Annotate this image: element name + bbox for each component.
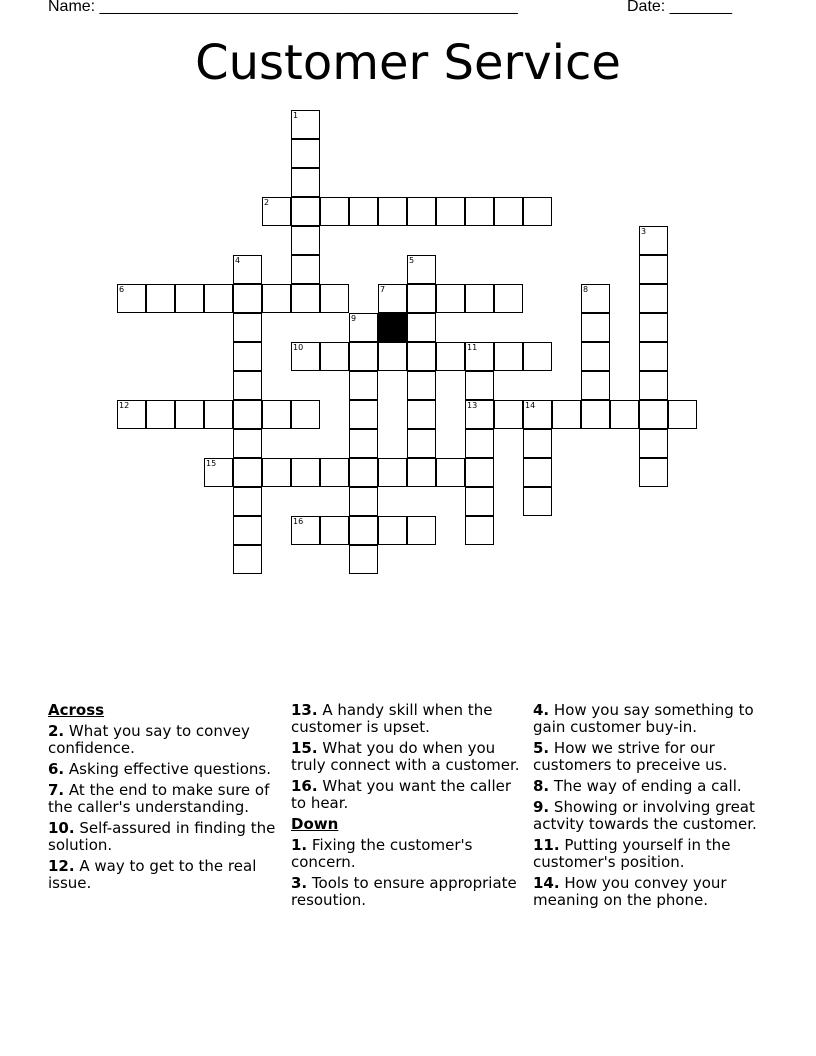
grid-cell[interactable]: [436, 197, 465, 226]
grid-cell[interactable]: [523, 458, 552, 487]
clue-item: [291, 837, 523, 871]
grid-cell[interactable]: [378, 342, 407, 371]
clue-text: How you convey your meaning on the phone.: [533, 874, 727, 909]
clue-number: 4.: [533, 701, 550, 719]
clue-number: 11.: [533, 836, 560, 854]
grid-cell[interactable]: [407, 313, 436, 342]
grid-cell[interactable]: [407, 516, 436, 545]
clue-number: 7.: [48, 781, 65, 799]
clue-column-1: [48, 702, 280, 896]
clue-number: 13.: [291, 701, 318, 719]
clue-text: What you want the caller to hear.: [291, 777, 512, 812]
grid-cell[interactable]: [233, 313, 262, 342]
clue-text: Showing or involving great actvity towards the customer.: [533, 798, 757, 833]
clue-item: [291, 702, 523, 736]
grid-cell[interactable]: [668, 400, 697, 429]
grid-cell[interactable]: [581, 400, 610, 429]
grid-cell[interactable]: [494, 284, 523, 313]
grid-cell[interactable]: [523, 342, 552, 371]
cell-number: 4: [235, 256, 241, 265]
grid-cell[interactable]: [117, 284, 146, 313]
clue-number: 5.: [533, 739, 550, 757]
clue-text: How you say something to gain customer buy-in.: [533, 701, 754, 736]
grid-cell[interactable]: [581, 284, 610, 313]
grid-cell[interactable]: [407, 342, 436, 371]
clue-number: 1.: [291, 836, 308, 854]
grid-cell[interactable]: [639, 255, 668, 284]
grid-cell[interactable]: [204, 458, 233, 487]
grid-cell[interactable]: [639, 429, 668, 458]
grid-cell[interactable]: [465, 197, 494, 226]
clue-item: [48, 723, 280, 757]
grid-cell[interactable]: [233, 429, 262, 458]
cell-number: 1: [293, 111, 299, 120]
grid-cell[interactable]: [436, 342, 465, 371]
cell-number: 15: [206, 459, 217, 468]
grid-cell[interactable]: [523, 429, 552, 458]
grid-cell[interactable]: [262, 400, 291, 429]
grid-cell[interactable]: [349, 516, 378, 545]
grid-cell[interactable]: [407, 255, 436, 284]
grid-cell[interactable]: [407, 458, 436, 487]
grid-cell[interactable]: [349, 371, 378, 400]
clue-item: [291, 740, 523, 774]
grid-cell[interactable]: [291, 197, 320, 226]
clue-item: [48, 820, 280, 854]
grid-cell[interactable]: [436, 284, 465, 313]
cell-number: 16: [293, 517, 304, 526]
clue-text: Tools to ensure appropriate resoution.: [291, 874, 517, 909]
grid-cell[interactable]: [407, 429, 436, 458]
cell-number: 5: [409, 256, 415, 265]
grid-cell[interactable]: [552, 400, 581, 429]
clue-number: 10.: [48, 819, 75, 837]
clue-item: [48, 782, 280, 816]
grid-cell[interactable]: [233, 284, 262, 313]
cell-number: 10: [293, 343, 304, 352]
clue-item: [48, 761, 280, 778]
grid-cell[interactable]: [378, 197, 407, 226]
clue-item: [48, 858, 280, 892]
grid-cell[interactable]: [320, 197, 349, 226]
grid-cell[interactable]: [407, 284, 436, 313]
grid-cell[interactable]: [349, 545, 378, 574]
grid-cell[interactable]: [320, 284, 349, 313]
grid-cell[interactable]: [349, 400, 378, 429]
clue-item: [533, 702, 765, 736]
clue-number: 16.: [291, 777, 318, 795]
clue-number: 3.: [291, 874, 308, 892]
grid-cell[interactable]: [610, 400, 639, 429]
grid-cell[interactable]: [378, 516, 407, 545]
grid-cell[interactable]: [465, 284, 494, 313]
clue-text: Fixing the customer's concern.: [291, 836, 473, 871]
grid-cell[interactable]: [523, 400, 552, 429]
grid-cell[interactable]: [494, 400, 523, 429]
grid-cell[interactable]: [407, 371, 436, 400]
section-heading-across: Across: [48, 701, 105, 719]
grid-cell[interactable]: [465, 487, 494, 516]
clue-text: Putting yourself in the customer's position.: [533, 836, 731, 871]
grid-cell[interactable]: [407, 400, 436, 429]
grid-cell[interactable]: [291, 342, 320, 371]
grid-cell[interactable]: [291, 139, 320, 168]
section-heading-down: Down: [291, 815, 339, 833]
grid-cell[interactable]: [320, 458, 349, 487]
grid-cell[interactable]: [465, 429, 494, 458]
cell-number: 8: [583, 285, 589, 294]
clue-item: [291, 778, 523, 812]
grid-cell[interactable]: [349, 197, 378, 226]
grid-cell[interactable]: [262, 284, 291, 313]
grid-cell[interactable]: [146, 284, 175, 313]
grid-cell[interactable]: [494, 342, 523, 371]
grid-cell[interactable]: [465, 458, 494, 487]
grid-cell[interactable]: [581, 342, 610, 371]
grid-cell[interactable]: [523, 487, 552, 516]
grid-cell[interactable]: [175, 400, 204, 429]
grid-cell[interactable]: [639, 226, 668, 255]
cell-number: 2: [264, 198, 270, 207]
grid-block: [378, 313, 407, 342]
grid-cell[interactable]: [233, 400, 262, 429]
clue-number: 15.: [291, 739, 318, 757]
clue-number: 12.: [48, 857, 75, 875]
clue-text: What you do when you truly connect with a customer.: [291, 739, 520, 774]
grid-cell[interactable]: [639, 458, 668, 487]
clue-item: [533, 778, 765, 795]
grid-cell[interactable]: [233, 516, 262, 545]
grid-cell[interactable]: [320, 342, 349, 371]
grid-cell[interactable]: [465, 516, 494, 545]
grid-cell[interactable]: [233, 487, 262, 516]
grid-cell[interactable]: [233, 458, 262, 487]
grid-cell[interactable]: [523, 197, 552, 226]
cell-number: 12: [119, 401, 130, 410]
grid-cell[interactable]: [175, 284, 204, 313]
grid-cell[interactable]: [581, 313, 610, 342]
clue-text: A handy skill when the customer is upset.: [291, 701, 493, 736]
clue-number: 9.: [533, 798, 550, 816]
cell-number: 11: [467, 343, 478, 352]
grid-cell[interactable]: [117, 400, 146, 429]
clue-text: A way to get to the real issue.: [48, 857, 257, 892]
grid-cell[interactable]: [291, 284, 320, 313]
cell-number: 7: [380, 285, 386, 294]
clue-text: Self-assured in finding the solution.: [48, 819, 276, 854]
grid-cell[interactable]: [262, 458, 291, 487]
cell-number: 6: [119, 285, 125, 294]
grid-cell[interactable]: [233, 371, 262, 400]
clue-item: [533, 799, 765, 833]
grid-cell[interactable]: [291, 110, 320, 139]
clue-text: How we strive for our customers to preceive us.: [533, 739, 728, 774]
grid-cell[interactable]: [465, 400, 494, 429]
clue-item: [533, 875, 765, 909]
clue-column-3: [533, 702, 765, 913]
grid-cell[interactable]: [639, 371, 668, 400]
page-title: Customer Service: [195, 35, 621, 91]
grid-cell[interactable]: [349, 342, 378, 371]
clue-text: At the end to make sure of the caller's understanding.: [48, 781, 270, 816]
grid-cell[interactable]: [233, 255, 262, 284]
cell-number: 14: [525, 401, 536, 410]
grid-cell[interactable]: [639, 400, 668, 429]
clue-text: The way of ending a call.: [553, 777, 742, 795]
clue-column-2: [291, 702, 523, 913]
grid-cell[interactable]: [349, 429, 378, 458]
grid-cell[interactable]: [291, 168, 320, 197]
grid-cell[interactable]: [378, 458, 407, 487]
grid-cell[interactable]: [291, 255, 320, 284]
grid-cell[interactable]: [262, 197, 291, 226]
grid-cell[interactable]: [436, 458, 465, 487]
grid-cell[interactable]: [291, 458, 320, 487]
grid-cell[interactable]: [407, 197, 436, 226]
grid-cell[interactable]: [204, 284, 233, 313]
grid-cell[interactable]: [291, 516, 320, 545]
grid-cell[interactable]: [320, 516, 349, 545]
clue-number: 6.: [48, 760, 65, 778]
clue-item: [291, 875, 523, 909]
grid-cell[interactable]: [233, 342, 262, 371]
grid-cell[interactable]: [581, 371, 610, 400]
grid-cell[interactable]: [349, 487, 378, 516]
grid-cell[interactable]: [465, 371, 494, 400]
grid-cell[interactable]: [349, 313, 378, 342]
grid-cell[interactable]: [291, 226, 320, 255]
date-field[interactable]: Date: _______: [627, 0, 732, 15]
grid-cell[interactable]: [291, 400, 320, 429]
grid-cell[interactable]: [378, 284, 407, 313]
clue-text: Asking effective questions.: [68, 760, 271, 778]
grid-cell[interactable]: [494, 197, 523, 226]
grid-cell[interactable]: [639, 342, 668, 371]
clue-item: [533, 837, 765, 871]
grid-cell[interactable]: [465, 342, 494, 371]
cell-number: 13: [467, 401, 478, 410]
name-field[interactable]: Name: _______________________________________________: [48, 0, 518, 15]
cell-number: 3: [641, 227, 647, 236]
clue-text: What you say to convey confidence.: [48, 722, 250, 757]
clue-number: 14.: [533, 874, 560, 892]
grid-cell[interactable]: [146, 400, 175, 429]
grid-cell[interactable]: [639, 313, 668, 342]
clue-item: [533, 740, 765, 774]
cell-number: 9: [351, 314, 357, 323]
clue-number: 8.: [533, 777, 550, 795]
grid-cell[interactable]: [639, 284, 668, 313]
grid-cell[interactable]: [233, 545, 262, 574]
clue-number: 2.: [48, 722, 65, 740]
grid-cell[interactable]: [349, 458, 378, 487]
grid-cell[interactable]: [204, 400, 233, 429]
